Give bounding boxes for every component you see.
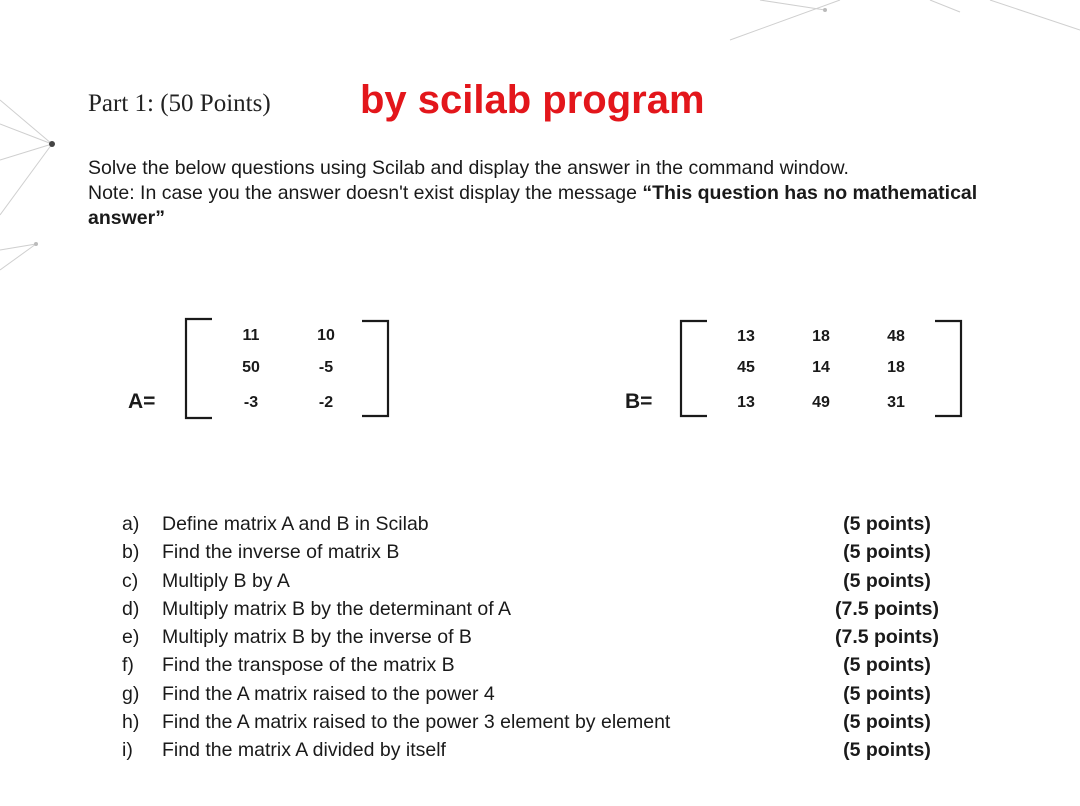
matrix-a-cell: 50 xyxy=(242,359,260,376)
question-text: Find the inverse of matrix B xyxy=(162,541,400,564)
matrix-b-cell: 48 xyxy=(887,328,905,345)
question-item xyxy=(122,595,822,623)
matrix-a-cell: -2 xyxy=(318,394,334,411)
question-text: Multiply B by A xyxy=(162,569,290,592)
question-points: (7.5 points) xyxy=(834,626,939,649)
question-item xyxy=(122,651,822,679)
question-letter: i) xyxy=(122,739,133,762)
instruction-line: Solve the below questions using Scilab and display the answer in the command window. xyxy=(88,157,849,179)
matrix-a-label: A= xyxy=(128,390,156,413)
note-quote: “This question has no mathematical answer” xyxy=(88,182,978,229)
question-points: (5 points) xyxy=(843,654,931,677)
question-points: (5 points) xyxy=(843,711,931,734)
matrix-a-cell: 10 xyxy=(317,327,335,344)
question-list xyxy=(122,510,822,765)
question-text: Find the A matrix raised to the power 4 xyxy=(162,682,495,705)
question-letter: f) xyxy=(122,654,134,677)
matrix-b-cell: 49 xyxy=(812,394,830,411)
question-points: (5 points) xyxy=(843,739,931,762)
matrix-a-cell: -3 xyxy=(243,394,259,411)
question-letter: e) xyxy=(122,626,140,649)
matrix-b-cell: 14 xyxy=(812,359,830,376)
question-item xyxy=(122,510,822,538)
part-title: Part 1: (50 Points) xyxy=(88,90,271,117)
matrix-b-cell: 45 xyxy=(737,359,755,376)
matrix-b-cell: 13 xyxy=(737,394,755,411)
question-letter: d) xyxy=(122,597,140,620)
question-letter: b) xyxy=(122,541,140,564)
points-column xyxy=(812,510,962,765)
question-item xyxy=(122,538,822,566)
matrix-b-label: B= xyxy=(625,390,653,413)
question-item xyxy=(122,708,822,736)
question-item xyxy=(122,623,822,651)
matrix-a-cell: 11 xyxy=(242,327,260,344)
overlay-title: by scilab program xyxy=(360,78,705,122)
matrix-b-cell: 18 xyxy=(812,328,830,345)
question-points: (7.5 points) xyxy=(834,597,939,620)
note-line xyxy=(88,181,1028,231)
question-points: (5 points) xyxy=(843,513,931,535)
question-item xyxy=(122,736,822,764)
question-item xyxy=(122,567,822,595)
question-points: (5 points) xyxy=(843,569,931,592)
question-text: Multiply matrix B by the determinant of A xyxy=(162,597,511,620)
question-text: Find the transpose of the matrix B xyxy=(162,654,455,677)
question-text: Find the A matrix raised to the power 3 element by element xyxy=(162,711,671,734)
question-points: (5 points) xyxy=(843,682,931,705)
instructions xyxy=(88,156,1028,231)
note-prefix: Note: In case you the answer doesn't exist display the message xyxy=(88,182,643,204)
question-letter: c) xyxy=(122,569,139,592)
question-text: Define matrix A and B in Scilab xyxy=(162,513,429,535)
matrix-b-cell: 13 xyxy=(737,328,755,345)
matrix-b-cell: 31 xyxy=(887,394,905,411)
question-points: (5 points) xyxy=(843,541,931,564)
question-item xyxy=(122,680,822,708)
question-letter: a) xyxy=(122,513,140,535)
question-letter: g) xyxy=(122,682,140,705)
question-text: Multiply matrix B by the inverse of B xyxy=(162,626,472,649)
question-text: Find the matrix A divided by itself xyxy=(162,739,446,762)
matrix-b-cell: 18 xyxy=(887,359,905,376)
matrix-a-cell: -5 xyxy=(318,359,334,376)
question-letter: h) xyxy=(122,711,140,734)
